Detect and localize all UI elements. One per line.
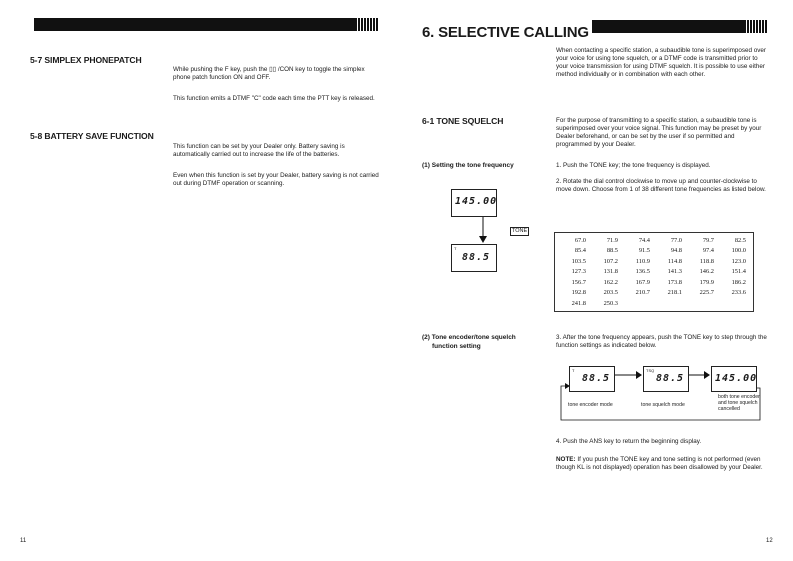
s57-paragraph-2: This function emits a DTMF "C" code each time the PTT key is released. xyxy=(173,95,375,102)
s57-paragraph-1: While pushing the F key, push the ▯▯ /CON key to toggle the simplex phone patch function ON and OFF. xyxy=(173,66,365,82)
tone-table-cell: 88.5 xyxy=(606,247,618,255)
mode-squelch-indicator: TSQ xyxy=(646,368,655,373)
tone-table-cell: 162.2 xyxy=(603,278,618,286)
mode-cancelled-label xyxy=(718,394,760,412)
tone-table-cell: 131.8 xyxy=(603,268,618,276)
step-1: 1. Push the TONE key; the tone frequency is displayed. xyxy=(556,162,711,169)
tone-table-cell: 71.9 xyxy=(606,236,618,244)
tone-table-cell: 250.3 xyxy=(603,299,618,307)
lcd-tone-indicator: T xyxy=(454,246,457,251)
lcd-mode-encoder xyxy=(569,366,615,392)
tone-table-cell: 173.8 xyxy=(667,278,682,286)
note-text: If you push the TONE key and tone setting is not performed (even though KL is not displayed) operation has been disallowed by your Dealer. xyxy=(556,456,763,472)
mode-encoder-label: tone encoder mode xyxy=(568,402,613,408)
tone-table-row xyxy=(558,298,750,309)
tone-table-cell xyxy=(622,298,654,309)
tone-table-cell: 233.6 xyxy=(731,289,746,297)
tone-table-cell: 110.9 xyxy=(635,257,650,265)
tone-table-cell: 123.0 xyxy=(731,257,746,265)
tone-frequency-table xyxy=(554,232,754,312)
lcd-mode-squelch xyxy=(643,366,689,392)
tone-table-cell: 179.9 xyxy=(699,278,714,286)
lcd-frequency-text: 145.00 xyxy=(455,196,498,207)
left-header-stripes xyxy=(355,18,379,31)
tone-table-cell: 82.5 xyxy=(734,236,746,244)
tone-table-cell: 85.4 xyxy=(574,247,586,255)
right-header-bar xyxy=(592,20,768,33)
tone-table-row xyxy=(558,277,750,288)
tone-table-cell: 146.2 xyxy=(699,268,714,276)
tone-table-row xyxy=(558,235,750,246)
right-header-stripes xyxy=(744,20,768,33)
tone-table-row xyxy=(558,256,750,267)
tone-table-cell: 118.8 xyxy=(699,257,714,265)
step-3: 3. After the tone frequency appears, push the TONE key to step through the function settings as indicated below. xyxy=(556,334,767,350)
tone-table-cell: 91.5 xyxy=(638,247,650,255)
mode-cancelled-label-line-3: cancelled xyxy=(718,406,740,412)
page-number-left: 11 xyxy=(20,538,27,544)
tone-table-cell: 186.2 xyxy=(731,278,746,286)
tone-table-cell xyxy=(718,298,750,309)
left-header-bar xyxy=(34,18,379,31)
tone-table-cell: 156.7 xyxy=(571,278,586,286)
tone-table-cell xyxy=(654,298,686,309)
note xyxy=(556,456,769,472)
mode-cancelled-label-line-2: and tone squelch xyxy=(718,400,758,406)
note-label: NOTE: xyxy=(556,456,576,463)
mode-encoder-indicator: T xyxy=(572,368,575,373)
tone-table-cell: 136.5 xyxy=(635,268,650,276)
tone-table-cell: 151.4 xyxy=(731,268,746,276)
chapter-intro: When contacting a specific station, a subaudible tone is superimposed over your voice for using tone squelch, or a DTMF code is transmitted prior to your voice transmission for using DTMF squelch. It is possible to use either method individually or in combination with each other. xyxy=(556,47,767,79)
tone-table-cell: 203.5 xyxy=(603,289,618,297)
s58-paragraph-1: This function can be set by your Dealer only. Battery saving is automatically carried out to increase the life of the batteries. xyxy=(173,143,345,159)
tone-table-cell: 67.0 xyxy=(574,236,586,244)
tone-table-cell: 225.7 xyxy=(699,289,714,297)
tone-table-cell xyxy=(686,298,718,309)
tone-table-cell: 79.7 xyxy=(702,236,714,244)
tone-table xyxy=(558,235,750,309)
page-number-right: 12 xyxy=(766,538,773,544)
tone-table-cell: 241.8 xyxy=(571,299,586,307)
lcd-tone-display xyxy=(451,244,497,272)
lcd-frequency-display xyxy=(451,189,497,217)
tone-table-cell: 94.8 xyxy=(670,247,682,255)
tone-table-cell: 74.4 xyxy=(638,236,650,244)
tone-table-cell: 114.8 xyxy=(667,257,682,265)
heading-5-8: 5-8 BATTERY SAVE FUNCTION xyxy=(30,131,154,141)
heading-5-7: 5-7 SIMPLEX PHONEPATCH xyxy=(30,55,142,65)
tone-table-cell: 210.7 xyxy=(635,289,650,297)
tone-table-row xyxy=(558,288,750,299)
chapter-title: 6. SELECTIVE CALLING xyxy=(422,24,589,41)
tone-table-row xyxy=(558,246,750,257)
tone-table-cell: 141.3 xyxy=(667,268,682,276)
tone-table-cell: 167.9 xyxy=(635,278,650,286)
mode-cancelled-lcd-text: 145.00 xyxy=(715,373,758,384)
tone-table-cell: 103.5 xyxy=(571,257,586,265)
s61-intro: For the purpose of transmitting to a specific station, a subaudible tone is superimposed over your voice signal. This function may be preset by your Dealer beforehand, or can be set by the user if so permitted and programmed by your Dealer. xyxy=(556,117,762,149)
heading-6-1: 6-1 TONE SQUELCH xyxy=(422,116,504,126)
tone-table-cell: 100.0 xyxy=(731,247,746,255)
tone-key-label: TONE xyxy=(512,228,528,234)
tone-table-row xyxy=(558,267,750,278)
tone-table-cell: 192.8 xyxy=(571,289,586,297)
arrow-down-icon xyxy=(478,217,488,243)
step-2: 2. Rotate the dial control clockwise to move up and counter-clockwise to move down. Choose from 1 of 38 different tone frequencies as listed below. xyxy=(556,178,766,194)
sub1-title: (1) Setting the tone frequency xyxy=(422,162,514,169)
tone-table-cell: 127.3 xyxy=(571,268,586,276)
mode-encoder-lcd-text: 88.5 xyxy=(582,373,611,384)
mode-squelch-label: tone squelch mode xyxy=(641,402,685,408)
tone-table-cell: 218.1 xyxy=(667,289,682,297)
s58-paragraph-2: Even when this function is set by your Dealer, battery saving is not carried out during DTMF operation or scanning. xyxy=(173,172,379,188)
step-4: 4. Push the ANS key to return the beginning display. xyxy=(556,438,702,445)
mode-squelch-lcd-text: 88.5 xyxy=(656,373,685,384)
tone-table-cell: 107.2 xyxy=(603,257,618,265)
lcd-mode-cancelled xyxy=(711,366,757,392)
lcd-tone-text: 88.5 xyxy=(462,252,491,263)
sub2-title xyxy=(422,334,516,351)
mode-cancelled-label-line-1: both tone encoder xyxy=(718,394,760,400)
tone-table-cell: 77.0 xyxy=(670,236,682,244)
sub2-title-line-2: function setting xyxy=(432,342,481,350)
tone-table-cell: 97.4 xyxy=(702,247,714,255)
sub2-title-line-1: (2) Tone encoder/tone squelch xyxy=(422,334,516,341)
